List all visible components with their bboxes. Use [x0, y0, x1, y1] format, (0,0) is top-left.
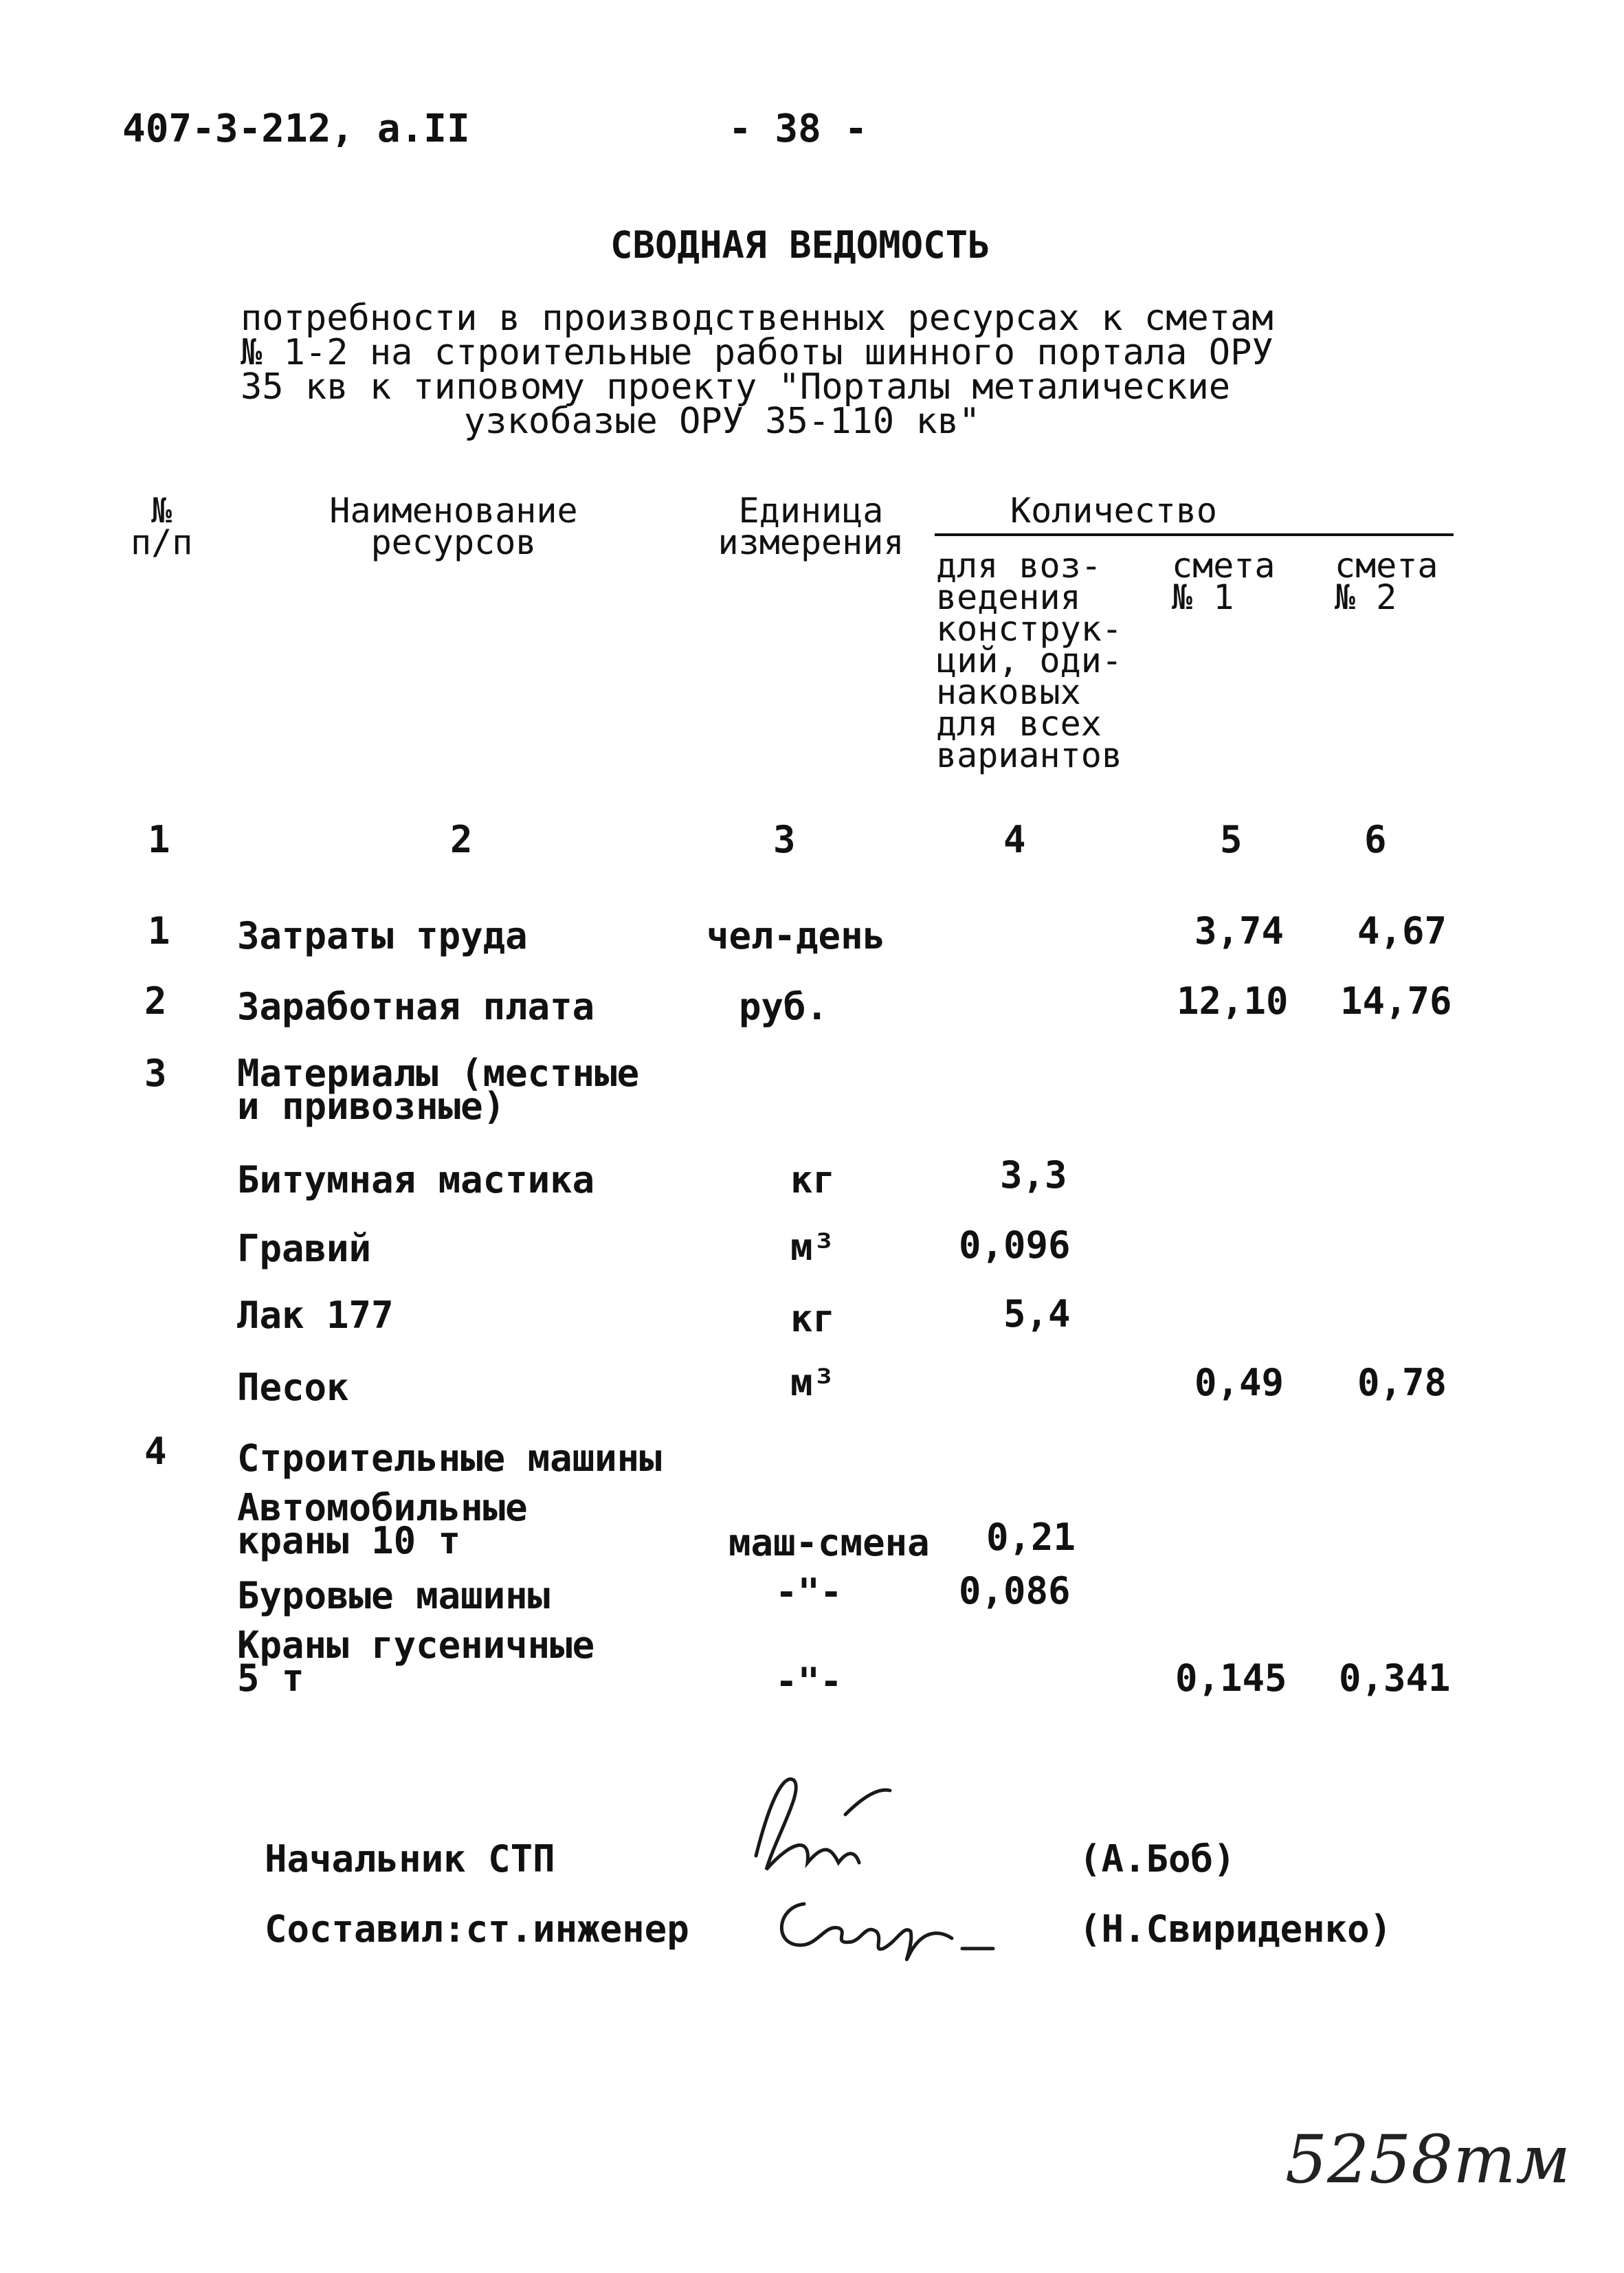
row-1-unit: чел-день — [707, 914, 886, 957]
column-number-3: 3 — [773, 818, 796, 861]
row-3d-name: Песок — [237, 1366, 349, 1409]
header-unit — [704, 491, 917, 562]
header-qty-common-line-3: конструк- — [936, 609, 1122, 649]
header-qty-common-line-5: наковых — [936, 672, 1081, 712]
handwritten-stamp-number — [1278, 2117, 1570, 2213]
column-number-5: 5 — [1220, 818, 1243, 861]
row-4c-unit: -"- — [775, 1660, 843, 1703]
row-4-name: Строительные машины — [237, 1437, 662, 1480]
row-3c-common: 5,4 — [1003, 1292, 1071, 1335]
row-4a-name — [237, 1486, 528, 1562]
header-unit-line-2: измерения — [718, 522, 904, 562]
header-qty-rule — [935, 533, 1454, 536]
header-qty-group: Количество — [1010, 491, 1218, 531]
header-qty-estimate-2 — [1335, 546, 1438, 617]
row-3-name-line-1: Материалы (местные — [237, 1052, 640, 1095]
header-qty-common-line-1: для воз- — [936, 546, 1102, 586]
row-4b-unit: -"- — [775, 1571, 843, 1614]
row-4b-common: 0,086 — [959, 1569, 1071, 1612]
header-qty-estimate-1-line-2: № 1 — [1172, 577, 1234, 617]
row-2-name: Заработная плата — [237, 985, 595, 1028]
signature-role-1: Начальник СТП — [265, 1837, 555, 1881]
subtitle-line-2: № 1-2 на строительные работы шинного портала ОРУ — [241, 332, 1273, 373]
row-4c-name-line-2: 5 т — [237, 1656, 304, 1700]
column-number-4: 4 — [1003, 818, 1026, 861]
row-3d-estimate-1: 0,49 — [1194, 1361, 1284, 1404]
row-3-name-line-2: и привозные) — [237, 1085, 506, 1128]
header-qty-estimate-1-line-1: смета — [1172, 546, 1276, 586]
header-name — [306, 491, 601, 562]
header-qty-common-line-6: для всех — [936, 704, 1102, 744]
stamp-number-text: 5258тм — [1285, 2121, 1570, 2198]
column-number-1: 1 — [148, 818, 170, 861]
row-3-name — [237, 1052, 640, 1128]
header-qty-common — [936, 546, 1122, 775]
row-1-num: 1 — [148, 909, 170, 953]
row-3b-name: Гравий — [237, 1227, 372, 1270]
signature-name-1: (А.Боб) — [1079, 1837, 1236, 1881]
header-qty-common-line-4: ций, оди- — [936, 641, 1122, 680]
row-3a-unit: кг — [790, 1158, 836, 1201]
row-4c-estimate-1: 0,145 — [1175, 1656, 1287, 1700]
header-name-line-2: ресурсов — [370, 522, 537, 562]
header-qty-estimate-2-line-1: смета — [1335, 546, 1438, 586]
row-3a-common: 3,3 — [1000, 1153, 1067, 1197]
page-title: СВОДНАЯ ВЕДОМОСТЬ — [610, 223, 990, 267]
header-num-line-1: № — [151, 491, 173, 531]
row-4a-common: 0,21 — [986, 1516, 1076, 1559]
header-num — [131, 491, 193, 562]
subtitle-line-1: потребности в производственных ресурсах к сметам — [241, 298, 1273, 339]
handwritten-signature-1 — [728, 1760, 921, 1897]
signature-role-2: Составил:ст.инженер — [265, 1907, 689, 1951]
row-4c-estimate-2: 0,341 — [1339, 1656, 1451, 1700]
subtitle-line-3: 35 кв к типовому проекту "Порталы металические — [241, 366, 1231, 408]
row-2-estimate-2: 14,76 — [1340, 979, 1452, 1023]
header-num-line-2: п/п — [131, 522, 193, 562]
row-1-name: Затраты труда — [237, 914, 528, 957]
row-4a-unit: маш-смена — [728, 1521, 930, 1564]
row-4a-name-line-2: краны 10 т — [237, 1519, 461, 1562]
row-2-num: 2 — [144, 979, 167, 1023]
row-1-estimate-2: 4,67 — [1357, 909, 1447, 953]
row-3a-name: Битумная мастика — [237, 1158, 595, 1201]
row-3d-unit: м³ — [790, 1361, 836, 1404]
subtitle-line-4: узкобазые ОРУ 35-110 кв" — [464, 401, 981, 442]
header-qty-common-line-2: ведения — [936, 577, 1081, 617]
header-name-line-1: Наименование — [329, 491, 578, 531]
row-4-num: 4 — [144, 1430, 167, 1473]
signature-name-2: (Н.Свириденко) — [1079, 1907, 1392, 1951]
header-qty-common-line-7: вариантов — [936, 735, 1122, 775]
document-code: 407-3-212, а.II — [122, 107, 470, 151]
header-qty-estimate-1 — [1172, 546, 1276, 617]
header-qty-estimate-2-line-2: № 2 — [1335, 577, 1397, 617]
row-2-estimate-1: 12,10 — [1177, 979, 1289, 1023]
row-4a-name-line-1: Автомобильные — [237, 1486, 528, 1529]
row-4b-name: Буровые машины — [237, 1574, 550, 1617]
column-number-2: 2 — [450, 818, 473, 861]
row-3c-name: Лак 177 — [237, 1294, 394, 1337]
handwritten-signature-2 — [763, 1883, 1003, 1973]
page-number: - 38 - — [728, 107, 868, 151]
row-3-num: 3 — [144, 1052, 167, 1095]
row-2-unit: руб. — [739, 985, 829, 1028]
header-unit-line-1: Единица — [738, 491, 884, 531]
row-3c-unit: кг — [790, 1297, 836, 1340]
row-3b-common: 0,096 — [959, 1223, 1071, 1267]
row-3d-estimate-2: 0,78 — [1357, 1361, 1447, 1404]
row-4c-name — [237, 1623, 595, 1700]
row-1-estimate-1: 3,74 — [1194, 909, 1284, 953]
column-number-6: 6 — [1364, 818, 1387, 861]
row-4c-name-line-1: Краны гусеничные — [237, 1623, 595, 1667]
row-3b-unit: м³ — [790, 1226, 836, 1269]
